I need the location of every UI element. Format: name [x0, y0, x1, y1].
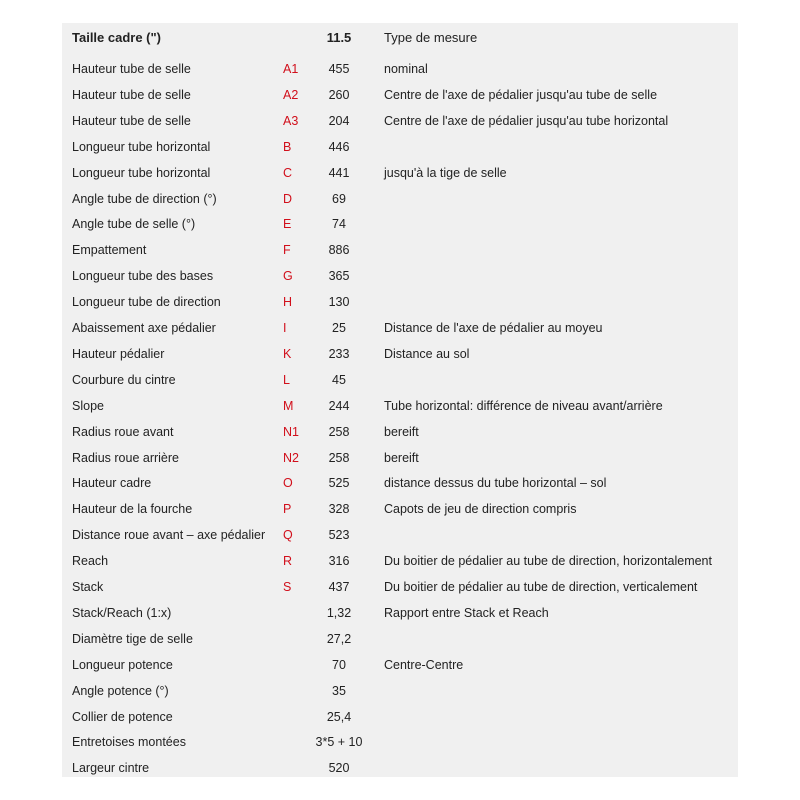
row-code: P [283, 502, 292, 517]
table-row [62, 575, 738, 600]
row-code: K [283, 346, 292, 361]
table-row [62, 212, 738, 237]
row-code: F [283, 243, 291, 258]
row-code: H [283, 295, 293, 310]
row-value: 27,2 [326, 631, 352, 646]
row-name: Hauteur tube de selle [72, 87, 191, 102]
row-name: Diamètre tige de selle [72, 631, 193, 646]
table-row [62, 290, 738, 315]
table-row [62, 316, 738, 341]
row-value: 520 [328, 761, 350, 776]
header-value: 11.5 [326, 30, 352, 45]
row-code: C [283, 165, 293, 180]
geometry-table [62, 23, 738, 777]
row-value: 70 [332, 657, 346, 672]
row-value: 258 [328, 450, 350, 465]
row-value: 244 [328, 398, 350, 413]
table-row [62, 497, 738, 522]
row-code: B [283, 139, 292, 154]
row-value: 35 [332, 683, 346, 698]
row-name: Reach [72, 554, 109, 569]
header-label: Taille cadre (") [72, 30, 162, 45]
row-value: 365 [328, 269, 350, 284]
row-value: 886 [328, 243, 350, 258]
row-value: 69 [332, 191, 346, 206]
row-code: L [283, 372, 290, 387]
table-row [62, 135, 738, 160]
row-name: Courbure du cintre [72, 372, 176, 387]
table-row [62, 523, 738, 548]
table-row [62, 653, 738, 678]
table-row [62, 187, 738, 212]
row-name: Entretoises montées [72, 735, 186, 750]
row-note: Capots de jeu de direction compris [384, 502, 577, 517]
row-name: Abaissement axe pédalier [72, 321, 216, 335]
table-row [62, 627, 738, 652]
row-value: 233 [328, 346, 350, 361]
table-row [62, 264, 738, 289]
row-code: A3 [283, 113, 299, 128]
row-note: Tube horizontal: différence de niveau avant/arrière [384, 398, 663, 413]
row-code: S [283, 580, 292, 594]
table-row [62, 161, 738, 186]
table-row [62, 705, 738, 730]
row-code: D [283, 191, 293, 206]
row-value: 25 [332, 321, 346, 335]
row-code: R [283, 554, 293, 569]
row-name: Empattement [72, 243, 147, 258]
table-row [62, 679, 738, 704]
row-code: A1 [283, 62, 299, 76]
row-value: 45 [332, 372, 346, 387]
row-name: Longueur tube des bases [72, 269, 214, 284]
row-value: 260 [328, 87, 350, 102]
table-row [62, 83, 738, 108]
row-note: Centre de l'axe de pédalier jusqu'au tube horizontal [384, 113, 669, 128]
row-value: 525 [328, 476, 350, 491]
row-name: Longueur tube horizontal [72, 165, 211, 180]
table-row [62, 730, 738, 755]
row-value: 523 [328, 528, 350, 543]
row-name: Slope [72, 398, 104, 413]
row-value: 437 [328, 580, 350, 594]
row-value: 130 [328, 295, 350, 310]
row-note: distance dessus du tube horizontal – sol [384, 476, 607, 491]
row-name: Longueur potence [72, 657, 173, 672]
row-name: Radius roue arrière [72, 450, 179, 465]
row-name: Longueur tube horizontal [72, 139, 211, 154]
table-row [62, 446, 738, 471]
row-name: Stack/Reach (1:x) [72, 605, 172, 620]
row-name: Radius roue avant [72, 424, 174, 439]
row-name: Distance roue avant – axe pédalier [72, 528, 266, 543]
row-value: 74 [332, 217, 346, 232]
row-name: Angle tube de direction (°) [72, 191, 217, 206]
row-note: bereift [384, 450, 419, 465]
table-row [62, 549, 738, 574]
table-row [62, 109, 738, 134]
header-note: Type de mesure [384, 30, 478, 45]
row-name: Collier de potence [72, 709, 173, 724]
row-value: 328 [328, 502, 350, 517]
row-name: Hauteur pédalier [72, 346, 165, 361]
table-row [62, 238, 738, 263]
table-row [62, 368, 738, 393]
table-row [62, 394, 738, 419]
row-value: 25,4 [326, 709, 352, 724]
row-name: Hauteur tube de selle [72, 113, 191, 128]
row-code: G [283, 269, 293, 284]
row-value: 446 [328, 139, 350, 154]
row-name: Angle tube de selle (°) [72, 217, 196, 232]
row-value: 455 [328, 62, 350, 76]
row-code: M [283, 398, 294, 413]
row-name: Stack [72, 580, 104, 594]
row-value: 3*5 + 10 [315, 735, 363, 750]
row-code: Q [283, 528, 293, 543]
row-note: Rapport entre Stack et Reach [384, 605, 549, 620]
table-row [62, 420, 738, 445]
row-note: Du boitier de pédalier au tube de direction, verticalement [384, 580, 698, 594]
row-note: Distance de l'axe de pédalier au moyeu [384, 321, 603, 335]
table-row [62, 471, 738, 496]
table-row [62, 601, 738, 626]
row-name: Largeur cintre [72, 761, 150, 776]
row-code: A2 [283, 87, 299, 102]
table-row [62, 342, 738, 367]
row-note: bereift [384, 424, 419, 439]
row-value: 204 [328, 113, 350, 128]
row-name: Hauteur de la fourche [72, 502, 193, 517]
row-value: 441 [328, 165, 350, 180]
row-code: E [283, 217, 292, 232]
row-name: Angle potence (°) [72, 683, 169, 698]
row-name: Hauteur tube de selle [72, 62, 191, 76]
row-code: N2 [283, 450, 299, 465]
row-note: Du boitier de pédalier au tube de direction, horizontalement [384, 554, 712, 569]
row-code: N1 [283, 424, 299, 439]
row-note: Centre-Centre [384, 657, 464, 672]
row-note: jusqu'à la tige de selle [384, 165, 507, 180]
table-header-row [62, 25, 738, 51]
row-value: 316 [328, 554, 350, 569]
row-code: O [283, 476, 293, 491]
row-name: Longueur tube de direction [72, 295, 221, 310]
row-note: nominal [384, 62, 428, 76]
row-note: Centre de l'axe de pédalier jusqu'au tube de selle [384, 87, 658, 102]
row-value: 258 [328, 424, 350, 439]
table-row [62, 57, 738, 82]
row-value: 1,32 [326, 605, 352, 620]
row-name: Hauteur cadre [72, 476, 152, 491]
row-code: I [283, 321, 287, 335]
table-row [62, 756, 738, 781]
row-note: Distance au sol [384, 346, 470, 361]
